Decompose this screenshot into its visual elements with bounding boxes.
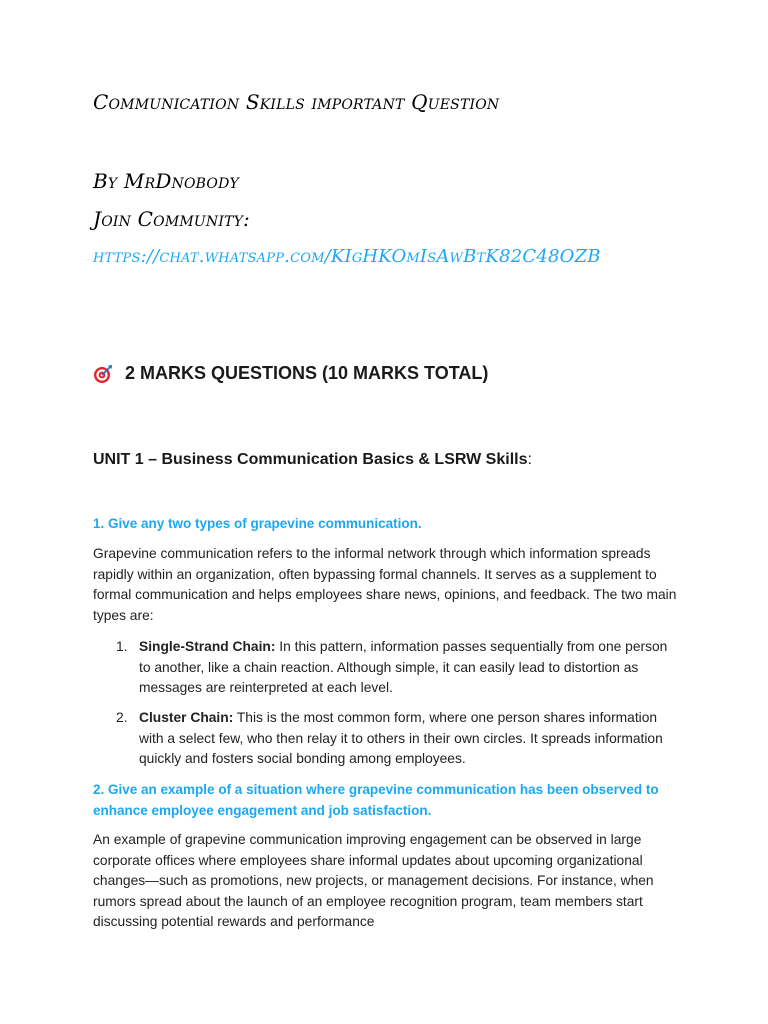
list-item-body: [139, 708, 679, 770]
question-1-answer: Grapevine communication refers to the informal network through which information spreads rapidly within an organization, often bypassing formal channels. It serves as a supplement to formal communication and helps employees share news, opinions, and feedback. The two main types are:: [93, 546, 677, 623]
author-byline: By MrDnobody: [93, 169, 239, 193]
unit-heading-colon: :: [527, 451, 532, 468]
section-heading: [93, 363, 488, 384]
list-item-term: Single-Strand Chain:: [139, 639, 276, 654]
target-icon: [93, 364, 113, 384]
list-item-number: 1.: [116, 639, 128, 654]
community-link[interactable]: https://chat.whatsapp.com/KIgHKOmIsAwBtK82C48OZB: [93, 246, 601, 267]
join-community-label: Join Community:: [93, 207, 250, 231]
unit-heading-text: UNIT 1 – Business Communication Basics & LSRW Skills: [93, 451, 528, 468]
question-2-title: 2. Give an example of a situation where grapevine communication has been observed to enhance employee engagement and job satisfaction.: [93, 782, 659, 818]
list-item-term: Cluster Chain:: [139, 710, 234, 725]
list-item-body: [139, 637, 679, 699]
question-1-title: 1. Give any two types of grapevine communication.: [93, 516, 422, 531]
list-item-number: 2.: [116, 710, 128, 725]
unit-heading: [93, 451, 532, 469]
list-item-text: In this pattern, information passes sequentially from one person to another, like a chain reaction. Although simple, it can easily lead to distortion as messages are reinterpreted at each level.: [139, 639, 668, 696]
section-heading-text: 2 MARKS QUESTIONS (10 MARKS TOTAL): [125, 363, 489, 383]
document-title: Communication Skills important Question: [93, 90, 500, 114]
list-item-text: This is the most common form, where one person shares information with a select few, who then relay it to others in their own circles. It spreads information quickly and fosters social bonding among employees.: [139, 710, 663, 767]
question-2-answer: An example of grapevine communication improving engagement can be observed in large corporate offices where employees share informal updates about upcoming organizational changes—such as promotions, new projects, or management decisions. For instance, when rumors spread about the launch of an employee recognition program, team members start discussing potential rewards and performance: [93, 832, 654, 930]
